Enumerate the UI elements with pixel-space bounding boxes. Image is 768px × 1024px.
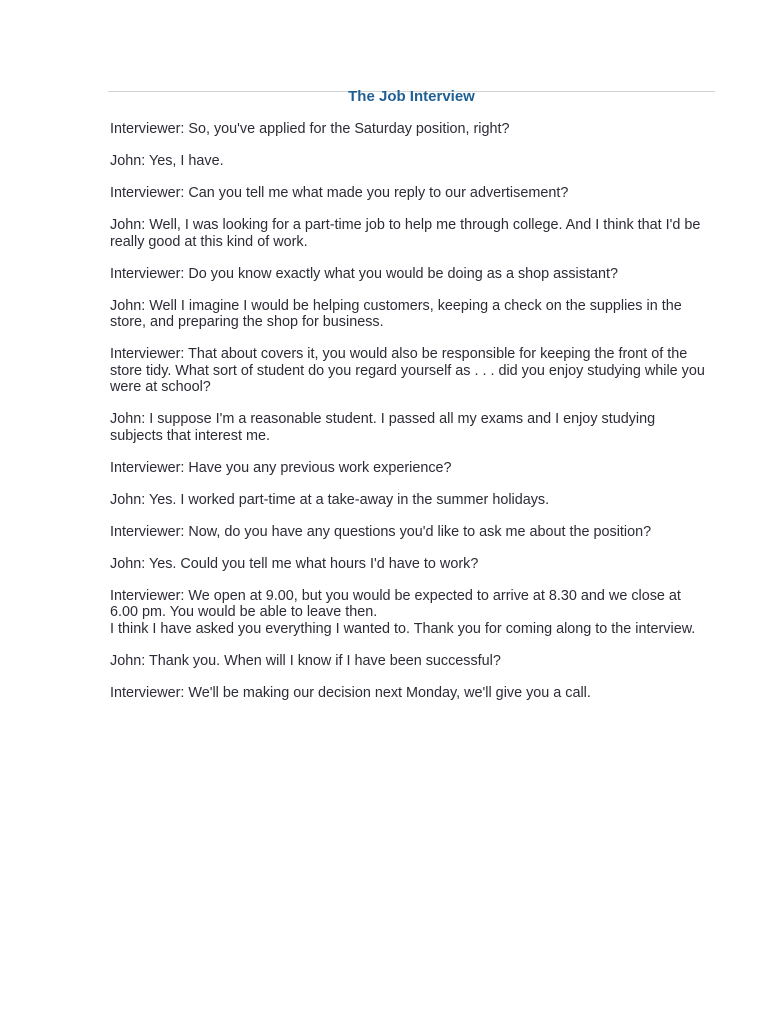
dialogue-line: John: Well I imagine I would be helping customers, keeping a check on the supplies in the — [110, 297, 682, 314]
dialogue-line: John: Thank you. When will I know if I have been successful? — [110, 652, 501, 669]
dialogue-line: Interviewer: So, you've applied for the Saturday position, right? — [110, 121, 510, 137]
dialogue-turn — [110, 346, 716, 396]
dialogue-line: Interviewer: Can you tell me what made you reply to our advertisement? — [110, 184, 569, 201]
dialogue-turn — [110, 121, 716, 138]
page-title: The Job Interview — [348, 88, 475, 105]
dialogue-turn — [110, 298, 716, 331]
dialogue-line: John: Yes. Could you tell me what hours I'd have to work? — [110, 555, 479, 572]
dialogue-turn — [110, 524, 716, 541]
dialogue-line: store tidy. What sort of student do you regard yourself as . . . did you enjoy studying while you — [110, 362, 705, 379]
dialogue-line: I think I have asked you everything I wanted to. Thank you for coming along to the interview. — [110, 620, 696, 637]
dialogue-line: John: I suppose I'm a reasonable student. I passed all my exams and I enjoy studying — [110, 411, 656, 428]
dialogue-turn — [110, 185, 716, 202]
dialogue-turn — [110, 653, 716, 670]
dialogue-turn — [110, 556, 716, 573]
dialogue-line: Interviewer: Now, do you have any questions you'd like to ask me about the position? — [110, 523, 652, 540]
dialogue-turn — [110, 411, 716, 444]
dialogue-line: Interviewer: Do you know exactly what you would be doing as a shop assistant? — [110, 265, 618, 282]
dialogue-line: Interviewer: Have you any previous work experience? — [110, 459, 452, 476]
dialogue-turn — [110, 685, 716, 702]
dialogue-body — [110, 121, 716, 717]
dialogue-line: 6.00 pm. You would be able to leave then. — [110, 604, 378, 621]
dialogue-turn — [110, 492, 716, 509]
dialogue-line: Interviewer: That about covers it, you would also be responsible for keeping the front of the — [110, 346, 688, 363]
dialogue-line: Interviewer: We open at 9.00, but you would be expected to arrive at 8.30 and we close at — [110, 587, 681, 604]
dialogue-line: were at school? — [110, 379, 211, 396]
dialogue-turn — [110, 460, 716, 477]
dialogue-line: Interviewer: We'll be making our decision next Monday, we'll give you a call. — [110, 684, 591, 701]
dialogue-line: John: Yes. I worked part-time at a take-away in the summer holidays. — [110, 491, 550, 508]
dialogue-turn — [110, 153, 716, 170]
dialogue-turn — [110, 588, 716, 638]
dialogue-line: John: Yes, I have. — [110, 152, 224, 169]
dialogue-line: really good at this kind of work. — [110, 233, 308, 250]
dialogue-line: store, and preparing the shop for business. — [110, 314, 384, 331]
dialogue-turn — [110, 266, 716, 283]
dialogue-turn — [110, 217, 716, 250]
dialogue-line: John: Well, I was looking for a part-time job to help me through college. And I think that I'd be — [110, 216, 701, 233]
dialogue-line: subjects that interest me. — [110, 427, 270, 444]
